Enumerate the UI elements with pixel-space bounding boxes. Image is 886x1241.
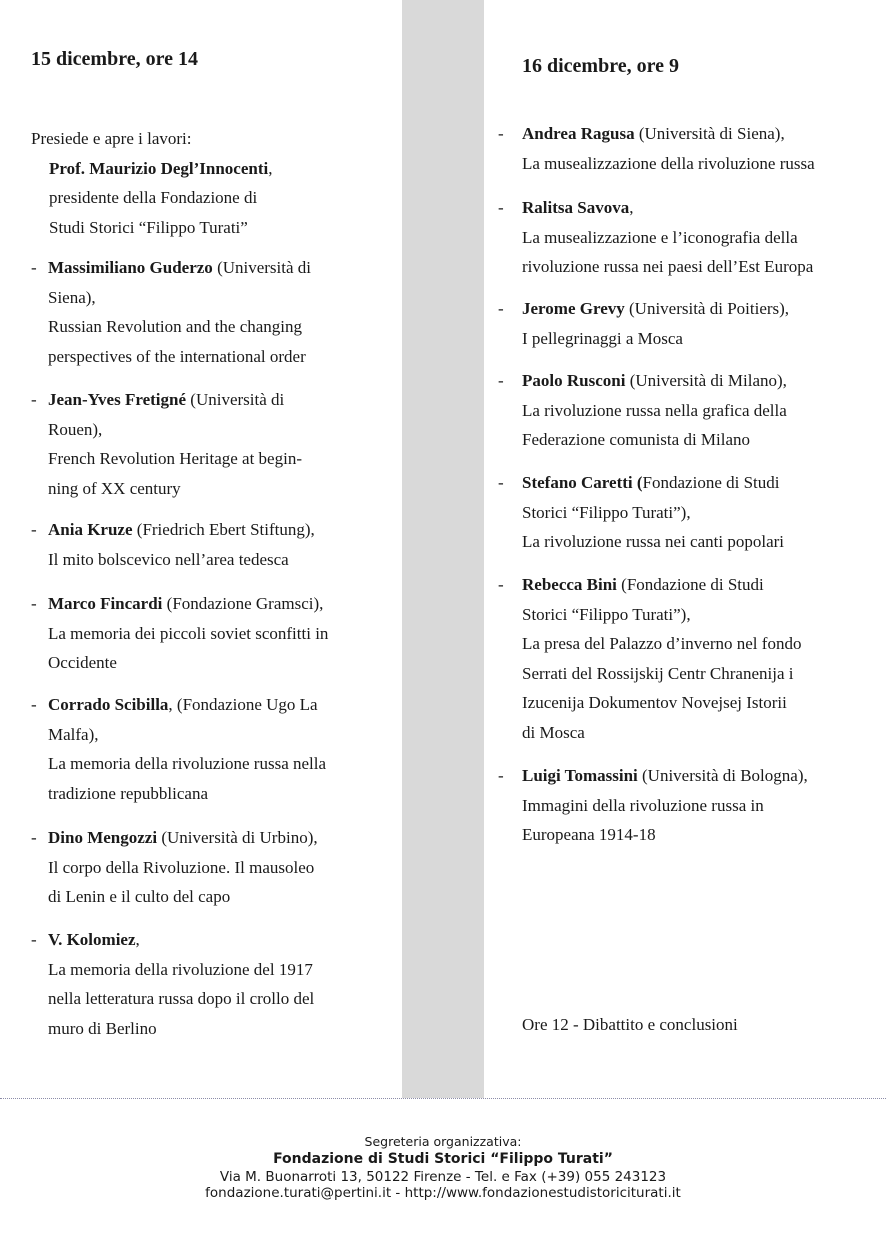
speaker-entry-body <box>31 385 383 503</box>
speaker-talk-line: La rivoluzione russa nei canti popolari <box>522 532 784 551</box>
list-dash: - <box>498 371 504 390</box>
speaker-entry <box>31 385 383 503</box>
speaker-name: Ralitsa Savova <box>522 198 630 217</box>
speaker-first-line <box>522 294 878 324</box>
speaker-name: Jerome Grevy <box>522 299 625 318</box>
speaker-talk-line: Russian Revolution and the changing <box>48 317 303 336</box>
speaker-first-line <box>522 570 878 600</box>
speaker-affiliation: (Fondazione Gramsci), <box>162 594 324 613</box>
speaker-name: V. Kolomiez <box>48 930 136 949</box>
speaker-entry-body <box>31 823 383 912</box>
list-dash: - <box>498 766 504 785</box>
speaker-entry <box>498 570 878 747</box>
speaker-first-line <box>48 253 383 283</box>
chair-intro <box>31 124 272 242</box>
speaker-affiliation: (Università di <box>212 258 312 277</box>
speaker-name: Dino Mengozzi <box>48 828 158 847</box>
chair-role-line-2: Studi Storici “Filippo Turati” <box>49 217 248 237</box>
speaker-talk-line: La memoria dei piccoli soviet sconfitti in <box>48 623 329 643</box>
right-session-heading: 16 dicembre, ore 9 <box>522 55 680 77</box>
speaker-affiliation: (Università di Milano), <box>625 371 787 390</box>
list-dash: - <box>498 124 504 143</box>
chair-name-suffix: , <box>268 158 273 178</box>
speaker-name: Luigi Tomassini <box>522 766 638 785</box>
speaker-entry <box>498 366 878 455</box>
speaker-affiliation: , <box>629 198 634 217</box>
speaker-first-line <box>48 823 383 853</box>
list-dash: - <box>31 594 37 613</box>
footer-label: Segreteria organizzativa: <box>364 1134 522 1149</box>
speaker-talk-line: La memoria della rivoluzione del 1917 <box>48 959 313 979</box>
speaker-talk-line: Serrati del Rossijskij Centr Chranenija i <box>522 663 794 683</box>
speaker-entry-body <box>31 589 383 678</box>
speaker-affiliation: (Università di Poitiers), <box>624 299 790 318</box>
speaker-talk-line: La memoria della rivoluzione russa nella <box>48 754 327 773</box>
footer-address: Via M. Buonarroti 13, 50122 Firenze - Tel. e Fax (+39) 055 243123 <box>219 1169 667 1185</box>
speaker-talk-line: Occidente <box>48 653 117 672</box>
speaker-first-line <box>522 119 878 149</box>
speaker-talk-line: La rivoluzione russa nella grafica della <box>522 400 787 420</box>
speaker-first-line <box>48 385 383 415</box>
speaker-entry <box>31 690 383 808</box>
speaker-talk-line: Federazione comunista di Milano <box>522 430 751 449</box>
speaker-entry-body <box>498 761 878 850</box>
speaker-entry-body <box>31 253 383 371</box>
speaker-first-line <box>522 761 878 791</box>
chair-name-line <box>31 154 272 184</box>
speaker-entry-body <box>498 119 878 178</box>
speaker-talk-line: rivoluzione russa nei paesi dell’Est Europa <box>522 257 814 276</box>
speaker-talk-line: La musealizzazione della rivoluzione russa <box>522 153 815 173</box>
footer-contacts: fondazione.turati@pertini.it - http://www.fondazionestudistoriciturati.it <box>205 1185 681 1201</box>
speaker-entry <box>31 925 383 1043</box>
speaker-entry <box>31 253 383 371</box>
speaker-name: Jean-Yves Fretigné <box>48 390 187 409</box>
footer-organization: Fondazione di Studi Storici “Filippo Turati” <box>273 1151 613 1167</box>
speaker-entry <box>498 119 878 178</box>
chair-name: Prof. Maurizio Degl’Innocenti <box>49 158 269 178</box>
speaker-name: Stefano Caretti ( <box>522 473 643 492</box>
speaker-talk-line: muro di Berlino <box>48 1018 157 1038</box>
speaker-name: Massimiliano Guderzo <box>48 258 213 277</box>
speaker-talk-line: tradizione repubblicana <box>48 783 209 803</box>
speaker-entry <box>31 515 383 574</box>
speaker-name: Marco Fincardi <box>48 594 163 613</box>
speaker-talk-line: I pellegrinaggi a Mosca <box>522 328 683 348</box>
list-dash: - <box>498 473 504 492</box>
left-session-heading: 15 dicembre, ore 14 <box>31 48 199 70</box>
speaker-entry <box>498 193 878 282</box>
speaker-first-line <box>522 366 878 396</box>
speaker-entry-body <box>498 366 878 455</box>
speaker-entry <box>498 468 878 557</box>
speaker-talk-line: La presa del Palazzo d’inverno nel fondo <box>522 634 802 653</box>
footer-dotted-divider <box>0 1098 886 1099</box>
speaker-name: Corrado Scibilla <box>48 695 169 714</box>
speaker-entry-body <box>498 570 878 747</box>
speaker-talk-line: Rouen), <box>48 419 103 439</box>
list-dash: - <box>31 828 37 847</box>
speaker-affiliation: (Fondazione di Studi <box>616 575 764 594</box>
speaker-entry <box>31 823 383 912</box>
speaker-entry-body <box>498 193 878 282</box>
speaker-entry-body <box>31 690 383 808</box>
speaker-talk-line: Izucenija Dokumentov Novejsej Istorii <box>522 693 787 712</box>
speaker-talk-line: Il corpo della Rivoluzione. Il mausoleo <box>48 857 315 877</box>
speaker-name: Ania Kruze <box>48 520 133 539</box>
speaker-affiliation: (Università di Urbino), <box>157 828 318 847</box>
speaker-talk-line: La musealizzazione e l’iconografia della <box>522 227 798 247</box>
speaker-entry <box>498 761 878 850</box>
speaker-name: Andrea Ragusa <box>522 124 635 143</box>
speaker-name: Rebecca Bini <box>522 575 617 594</box>
speaker-entry <box>498 294 878 353</box>
speaker-name: Paolo Rusconi <box>522 371 626 390</box>
speaker-affiliation: (Friedrich Ebert Stiftung), <box>132 520 315 539</box>
speaker-talk-line: perspectives of the international order <box>48 346 306 366</box>
speaker-entry-body <box>31 515 383 574</box>
speaker-talk-line: Europeana 1914-18 <box>522 825 656 844</box>
center-gray-band <box>402 0 484 1098</box>
speaker-affiliation: (Università di Bologna), <box>637 766 808 785</box>
speaker-talk-line: Storici “Filippo Turati”), <box>522 604 691 624</box>
list-dash: - <box>31 258 37 277</box>
list-dash: - <box>31 390 37 409</box>
speaker-first-line <box>522 468 878 498</box>
speaker-affiliation: Fondazione di Studi <box>642 473 780 492</box>
speaker-first-line <box>48 925 383 955</box>
speaker-first-line <box>522 193 878 223</box>
speaker-talk-line: Siena), <box>48 287 96 307</box>
speaker-talk-line: Immagini della rivoluzione russa in <box>522 795 764 815</box>
list-dash: - <box>31 930 37 949</box>
speaker-affiliation: , (Fondazione Ugo La <box>168 695 318 714</box>
chair-role-line-1: presidente della Fondazione di <box>49 188 258 207</box>
speaker-talk-line: Il mito bolscevico nell’area tedesca <box>48 549 289 569</box>
speaker-entry-body <box>31 925 383 1043</box>
list-dash: - <box>498 198 504 217</box>
speaker-entry <box>31 589 383 678</box>
speaker-entry-body <box>498 468 878 557</box>
chair-intro-label: Presiede e apre i lavori: <box>31 129 192 148</box>
speaker-talk-line: di Lenin e il culto del capo <box>48 887 231 906</box>
speaker-talk-line: Storici “Filippo Turati”), <box>522 502 691 522</box>
speaker-talk-line: ning of XX century <box>48 478 181 498</box>
list-dash: - <box>31 695 37 714</box>
list-dash: - <box>498 299 504 318</box>
speaker-talk-line: di Mosca <box>522 722 585 742</box>
speaker-affiliation: (Università di <box>186 390 285 409</box>
list-dash: - <box>498 575 504 594</box>
speaker-talk-line: French Revolution Heritage at begin- <box>48 449 302 468</box>
footer <box>0 1133 886 1201</box>
speaker-affiliation: , <box>135 930 140 949</box>
speaker-entry-body <box>498 294 878 353</box>
speaker-first-line <box>48 515 383 545</box>
list-dash: - <box>31 520 37 539</box>
speaker-talk-line: nella letteratura russa dopo il crollo del <box>48 989 315 1008</box>
closing-note: Ore 12 - Dibattito e conclusioni <box>522 1015 738 1034</box>
speaker-talk-line: Malfa), <box>48 724 99 744</box>
speaker-first-line <box>48 690 383 720</box>
speaker-affiliation: (Università di Siena), <box>634 124 785 143</box>
speaker-first-line <box>48 589 383 619</box>
